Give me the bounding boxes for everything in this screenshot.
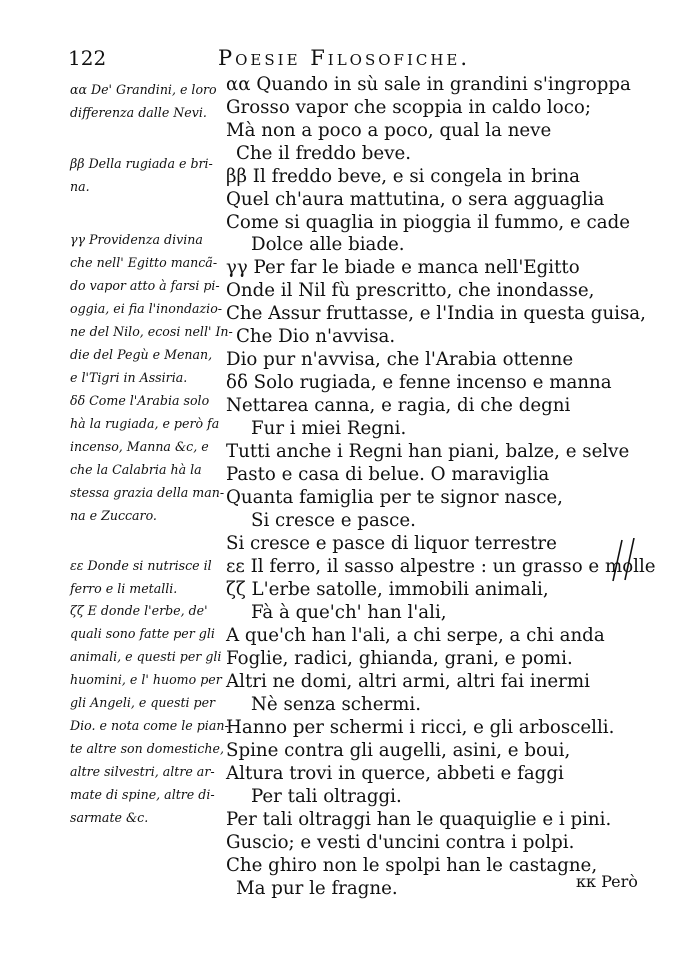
sidenote-line: γγ Providenza divina: [70, 232, 203, 247]
sidenote-line: differenza dalle Nevi.: [70, 105, 207, 120]
sidenote-line: ferro e li metalli.: [70, 581, 178, 596]
verse-line: A que'ch han l'ali, a chi serpe, a chi anda: [226, 625, 605, 646]
sidenote-arabia: [70, 389, 238, 527]
page-header: [68, 46, 658, 72]
catchword: κκ Però: [576, 872, 638, 891]
verse-line: Nè senza schermi.: [251, 694, 422, 715]
verse-line: ζζ L'erbe satolle, immobili animali,: [226, 579, 549, 600]
verse-line: Nettarea canna, e ragia, di che degni: [226, 395, 571, 416]
sidenote-grandini: [70, 78, 238, 124]
verse-line: Altri ne domi, altri armi, altri fai inermi: [226, 671, 590, 692]
sidenote-line: animali, e questi per gli: [70, 649, 222, 664]
sidenote-line: die del Pegù e Menan,: [70, 347, 213, 362]
verse-line: Si cresce e pasce.: [251, 510, 416, 531]
verse-line: αα Quando in sù sale in grandini s'ingroppa: [226, 74, 631, 95]
verse-line: Altura trovi in querce, abbeti e faggi: [226, 763, 564, 784]
sidenote-line: altre silvestri, altre ar-: [70, 764, 215, 779]
verse-line: Quanta famiglia per te signor nasce,: [226, 487, 563, 508]
sidenote-line: oggia, ei fia l'inondazio-: [70, 301, 223, 316]
sidenote-line: te altre son domestiche,: [70, 741, 224, 756]
sidenote-line: sarmate &c.: [70, 810, 149, 825]
verse-line: Fà à que'ch' han l'ali,: [251, 602, 447, 623]
sidenote-rugiada: [70, 152, 238, 198]
verse-line: γγ Per far le biade e manca nell'Egitto: [226, 257, 580, 278]
verse-line: Si cresce e pasce di liquor terrestre: [226, 533, 557, 554]
verse-line: Che ghiro non le spolpi han le castagne,: [226, 855, 598, 876]
verse-line: Foglie, radici, ghianda, grani, e pomi.: [226, 648, 573, 669]
verse-line: Per tali oltraggi han le quaquiglie e i pini.: [226, 809, 612, 830]
sidenote-line: gli Angeli, e questi per: [70, 695, 216, 710]
sidenote-line: ζζ E donde l'erbe, de': [70, 603, 208, 618]
sidenote-line: Dio. e nota come le pian-: [70, 718, 229, 733]
sidenote-line: che nell' Egitto mancã-: [70, 255, 218, 270]
sidenote-providenza: [70, 228, 238, 389]
sidenote-line: εε Donde si nutrisce il: [70, 558, 212, 573]
verse-line: Grosso vapor che scoppia in caldo loco;: [226, 97, 591, 118]
sidenote-erbe: [70, 599, 238, 829]
sidenote-line: na.: [70, 179, 90, 194]
verse-line: Per tali oltraggi.: [251, 786, 402, 807]
sidenote-line: huomini, e l' huomo per: [70, 672, 222, 687]
verse-line: ββ Il freddo beve, e si congela in brina: [226, 166, 580, 187]
sidenote-line: incenso, Manna &c, e: [70, 439, 209, 454]
sidenote-line: che la Calabria hà la: [70, 462, 202, 477]
verse-line: Guscio; e vesti d'uncini contra i polpi.: [226, 832, 575, 853]
verse-line: Come si quaglia in pioggia il fummo, e cade: [226, 212, 630, 233]
handwritten-slash-marks: [612, 538, 642, 584]
sidenote-line: hà la rugiada, e però fa: [70, 416, 220, 431]
verse-line: Mà non a poco a poco, qual la neve: [226, 120, 552, 141]
verse-line: Che Assur fruttasse, e l'India in questa guisa,: [226, 303, 646, 324]
running-title: Poesie Filosofiche.: [218, 46, 471, 70]
sidenote-line: e l'Tigri in Assiria.: [70, 370, 188, 385]
sidenote-line: δδ Come l'Arabia solo: [70, 393, 210, 408]
verse-line: Che il freddo beve.: [236, 143, 412, 164]
verse-line: Spine contra gli augelli, asini, e boui,: [226, 740, 571, 761]
verse-line: Dio pur n'avvisa, che l'Arabia ottenne: [226, 349, 574, 370]
sidenote-line: αα De' Grandini, e loro: [70, 82, 217, 97]
verse-line: Dolce alle biade.: [251, 234, 405, 255]
sidenote-ferro: [70, 554, 238, 600]
sidenote-line: na e Zuccaro.: [70, 508, 157, 523]
sidenote-line: ββ Della rugiada e bri-: [70, 156, 213, 171]
sidenote-line: stessa grazia della man-: [70, 485, 225, 500]
verse-line: Che Dio n'avvisa.: [236, 326, 396, 347]
verse-line: εε Il ferro, il sasso alpestre : un grasso e molle: [226, 556, 656, 577]
verse-line: Ma pur le fragne.: [236, 878, 398, 899]
verse-line: Onde il Nil fù prescritto, che inondasse,: [226, 280, 595, 301]
verse-line: Tutti anche i Regni han piani, balze, e selve: [226, 441, 630, 462]
verse-line: δδ Solo rugiada, e fenne incenso e manna: [226, 372, 612, 393]
verse-line: Hanno per schermi i ricci, e gli arboscelli.: [226, 717, 615, 738]
sidenote-line: mate di spine, altre di-: [70, 787, 215, 802]
sidenote-line: do vapor atto à farsi pi-: [70, 278, 220, 293]
page-number: 122: [68, 46, 107, 70]
verse-line: Pasto e casa di belue. O maraviglia: [226, 464, 550, 485]
sidenote-line: ne del Nilo, ecosi nell' In-: [70, 324, 233, 339]
sidenote-line: quali sono fatte per gli: [70, 626, 215, 641]
verse-line: Fur i miei Regni.: [251, 418, 407, 439]
verse-line: Quel ch'aura mattutina, o sera agguaglia: [226, 189, 605, 210]
